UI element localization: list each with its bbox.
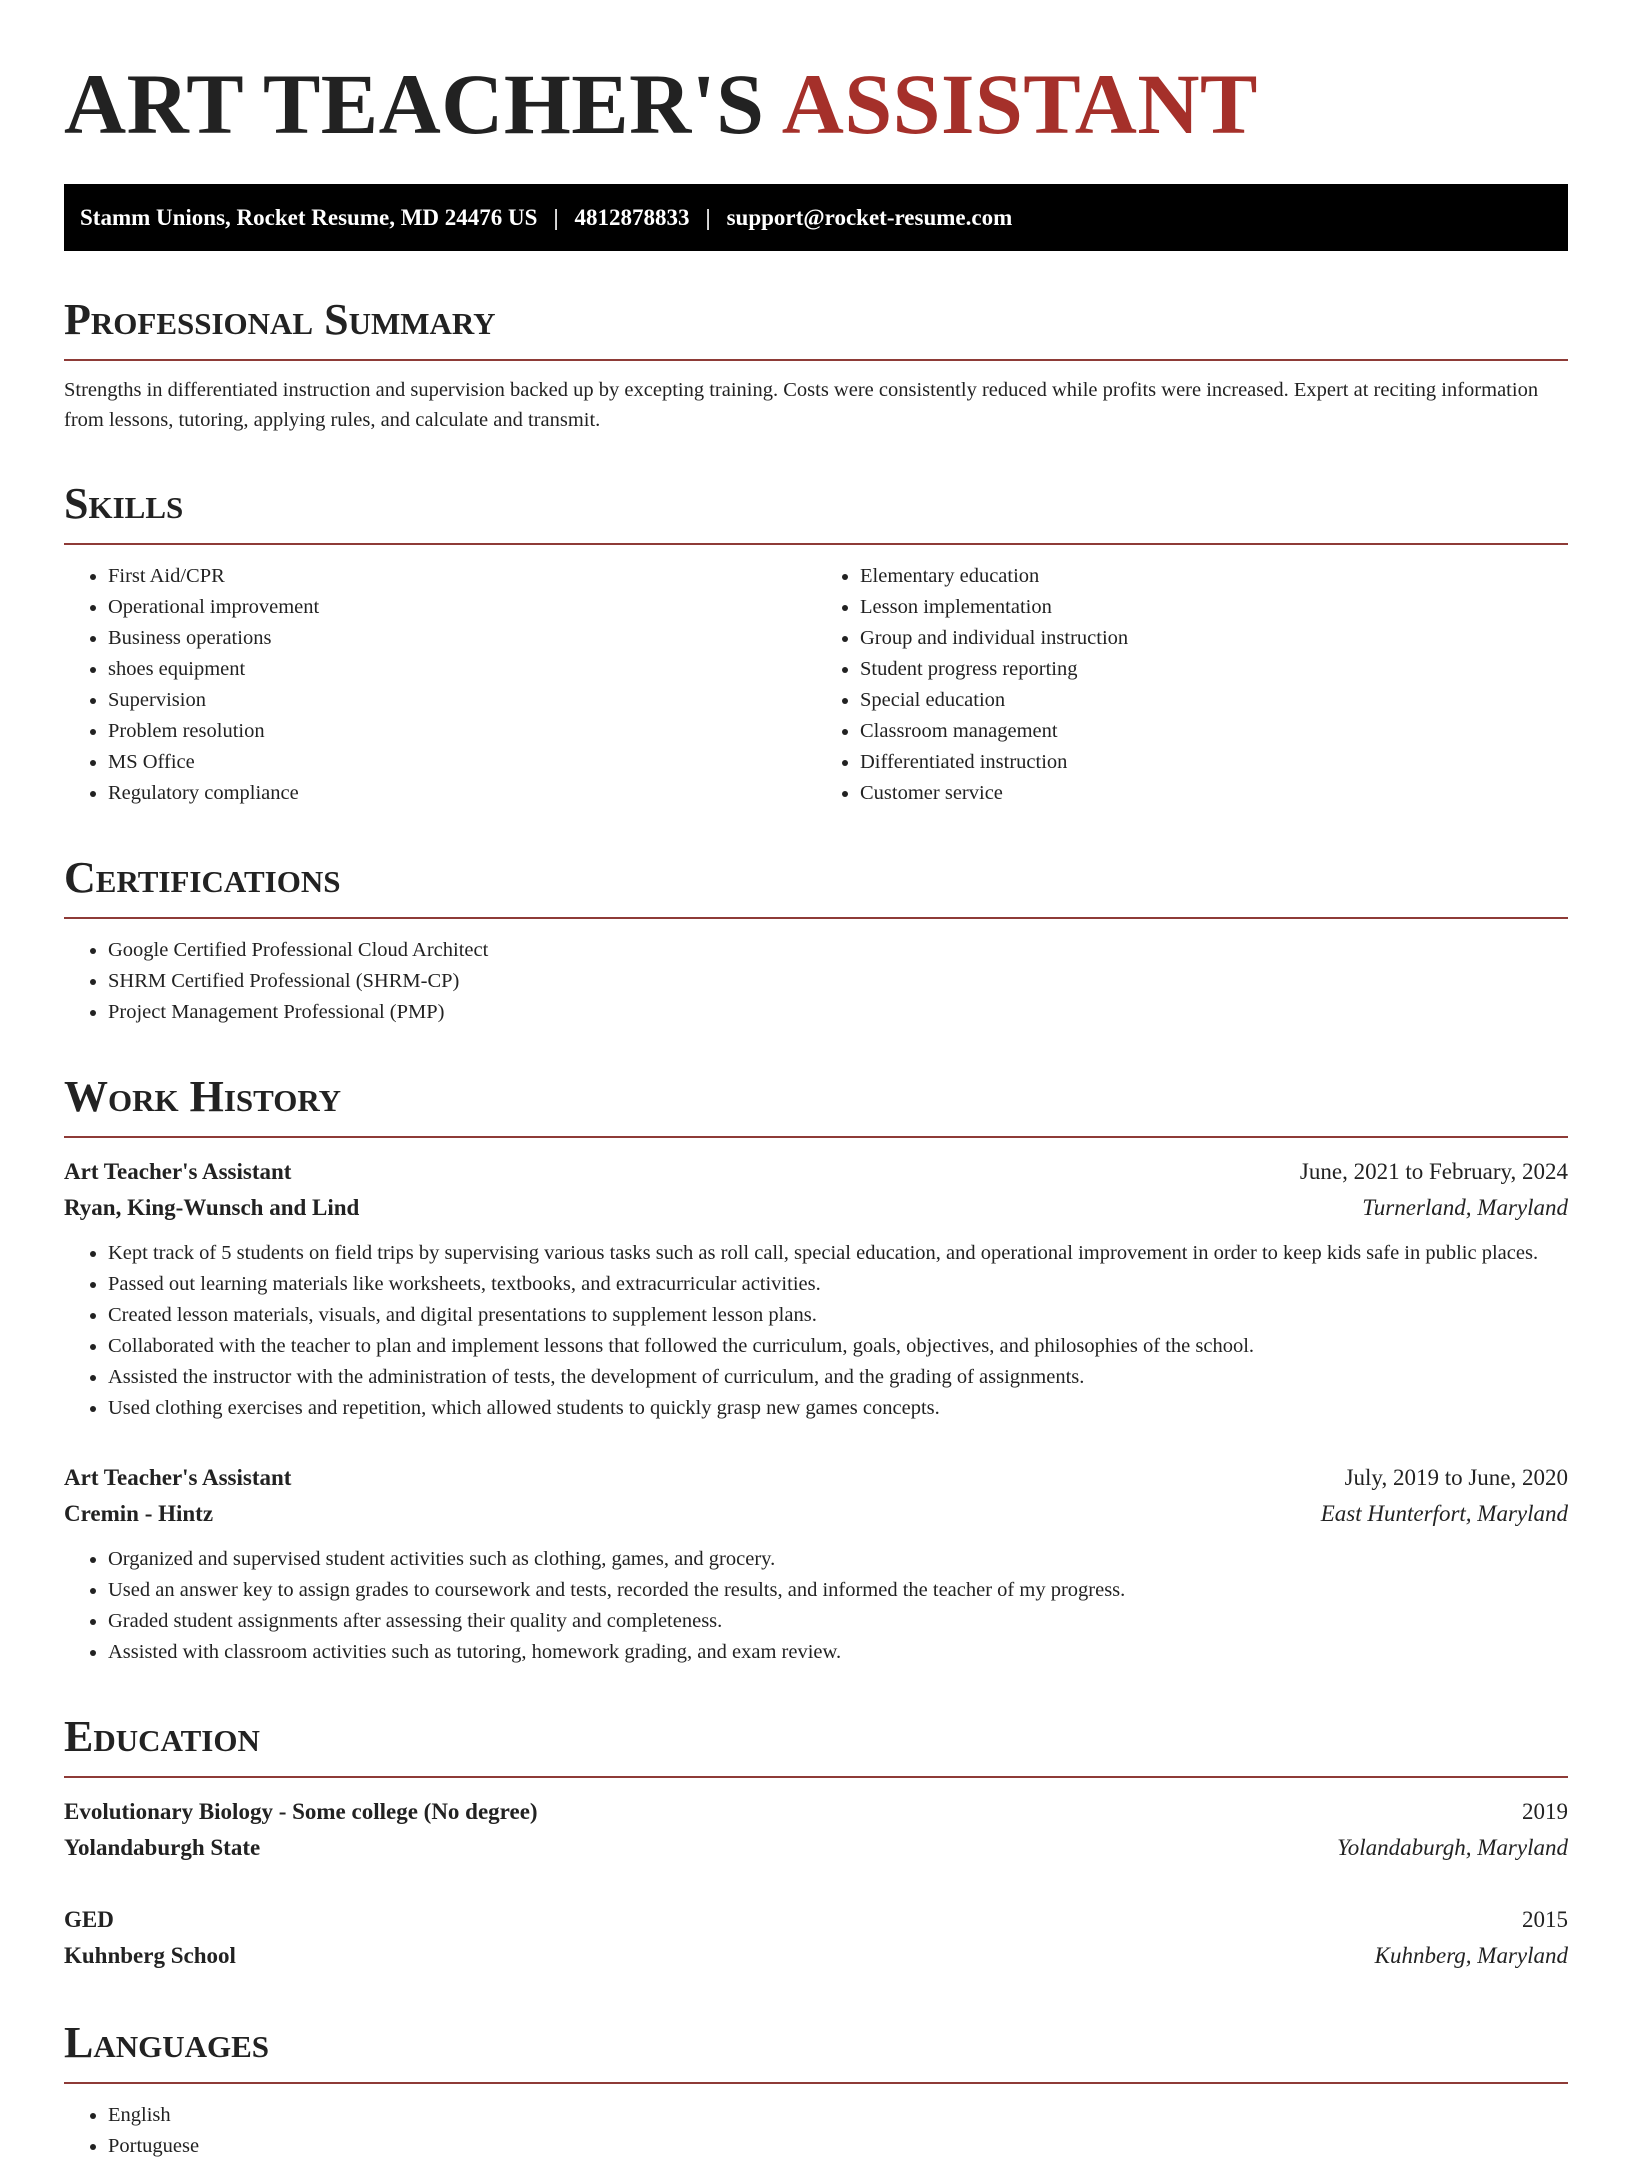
skill-item: • MS Office bbox=[108, 747, 816, 778]
skill-item: • First Aid/CPR bbox=[108, 561, 816, 592]
job-bullet: • Passed out learning materials like worksheets, textbooks, and extracurricular activities. bbox=[108, 1269, 1568, 1300]
contact-email: support@rocket-resume.com bbox=[726, 204, 1013, 230]
job-location: East Hunterfort, Maryland bbox=[1320, 1501, 1568, 1526]
languages-list bbox=[64, 2100, 1568, 2162]
certification-item: • Google Certified Professional Cloud Architect bbox=[108, 935, 1568, 966]
skill-item: • Supervision bbox=[108, 685, 816, 716]
education-degree: GED bbox=[64, 1907, 114, 1932]
education-entry bbox=[64, 1794, 1568, 1866]
education-section bbox=[64, 1712, 1568, 1974]
education-entry bbox=[64, 1902, 1568, 1974]
skill-item: • Special education bbox=[860, 685, 1568, 716]
education-degree: Evolutionary Biology - Some college (No degree) bbox=[64, 1799, 538, 1824]
job-bullet: • Used an answer key to assign grades to coursework and tests, recorded the results, and informed the teacher of my progress. bbox=[108, 1575, 1568, 1606]
summary-section bbox=[64, 295, 1568, 435]
job-header-row bbox=[64, 1460, 1568, 1496]
section-title-education: Education bbox=[64, 1712, 1568, 1778]
section-title-summary: Professional Summary bbox=[64, 295, 1568, 361]
education-year: 2015 bbox=[1522, 1907, 1568, 1932]
job-company-row bbox=[64, 1190, 1568, 1226]
skill-item: • Problem resolution bbox=[108, 716, 816, 747]
skill-item: • Lesson implementation bbox=[860, 592, 1568, 623]
skills-section bbox=[64, 479, 1568, 809]
contact-address: Stamm Unions, Rocket Resume, MD 24476 US bbox=[80, 204, 538, 230]
education-school-row bbox=[64, 1830, 1568, 1866]
skills-list-right bbox=[816, 561, 1568, 809]
skill-item: • Regulatory compliance bbox=[108, 778, 816, 809]
job-bullet: • Created lesson materials, visuals, and digital presentations to supplement lesson plans. bbox=[108, 1300, 1568, 1331]
education-location: Kuhnberg, Maryland bbox=[1374, 1943, 1568, 1968]
name-first-part: ART TEACHER'S bbox=[64, 56, 765, 152]
contact-separator: | bbox=[705, 204, 711, 230]
job-location: Turnerland, Maryland bbox=[1362, 1195, 1568, 1220]
language-item: • English bbox=[108, 2100, 1568, 2131]
job-bullet: • Assisted the instructor with the administration of tests, the development of curriculum, and the grading of assignments. bbox=[108, 1362, 1568, 1393]
certifications-section bbox=[64, 853, 1568, 1028]
skills-list-left bbox=[64, 561, 816, 809]
education-school-row bbox=[64, 1938, 1568, 1974]
job-bullet: • Graded student assignments after assessing their quality and completeness. bbox=[108, 1606, 1568, 1637]
section-title-skills: Skills bbox=[64, 479, 1568, 545]
education-year: 2019 bbox=[1522, 1799, 1568, 1824]
name-accent-part: ASSISTANT bbox=[781, 56, 1258, 152]
job-dates: June, 2021 to February, 2024 bbox=[1299, 1159, 1568, 1184]
skill-item: • Differentiated instruction bbox=[860, 747, 1568, 778]
education-school: Kuhnberg School bbox=[64, 1943, 236, 1968]
job-company: Cremin - Hintz bbox=[64, 1501, 214, 1526]
section-title-certifications: Certifications bbox=[64, 853, 1568, 919]
resume-name bbox=[64, 56, 1568, 152]
job-company: Ryan, King-Wunsch and Lind bbox=[64, 1195, 360, 1220]
education-header-row bbox=[64, 1794, 1568, 1830]
job-company-row bbox=[64, 1496, 1568, 1532]
summary-text: Strengths in differentiated instruction and supervision backed up by excepting training. Costs were consistently reduced while profits were increased. Expert at reciting information from lessons, tutoring, applying rules, and calculate and transmit. bbox=[64, 379, 1539, 431]
education-location: Yolandaburgh, Maryland bbox=[1337, 1835, 1568, 1860]
language-item: • Portuguese bbox=[108, 2131, 1568, 2162]
languages-section bbox=[64, 2018, 1568, 2162]
education-school: Yolandaburgh State bbox=[64, 1835, 261, 1860]
job-bullet: • Assisted with classroom activities such as tutoring, homework grading, and exam review. bbox=[108, 1637, 1568, 1668]
skill-item: • Business operations bbox=[108, 623, 816, 654]
section-title-languages: Languages bbox=[64, 2018, 1568, 2084]
job-bullet: • Collaborated with the teacher to plan and implement lessons that followed the curriculum, goals, objectives, and philosophies of the school. bbox=[108, 1331, 1568, 1362]
contact-phone: 4812878833 bbox=[574, 204, 690, 230]
job-header-row bbox=[64, 1154, 1568, 1190]
contact-bar bbox=[64, 184, 1568, 251]
job-bullet: • Used clothing exercises and repetition, which allowed students to quickly grasp new games concepts. bbox=[108, 1393, 1568, 1424]
skill-item: • Customer service bbox=[860, 778, 1568, 809]
job-position: Art Teacher's Assistant bbox=[64, 1465, 292, 1490]
skill-item: • Elementary education bbox=[860, 561, 1568, 592]
contact-separator: | bbox=[553, 204, 559, 230]
skills-columns bbox=[64, 561, 1568, 809]
job-bullet: • Kept track of 5 students on field trips by supervising various tasks such as roll call, special education, and operational improvement in order to keep kids safe in public places. bbox=[108, 1238, 1568, 1269]
skill-item: • shoes equipment bbox=[108, 654, 816, 685]
certification-item: • SHRM Certified Professional (SHRM-CP) bbox=[108, 966, 1568, 997]
work-history-section bbox=[64, 1072, 1568, 1668]
skill-item: • Group and individual instruction bbox=[860, 623, 1568, 654]
job-bullets bbox=[64, 1544, 1568, 1668]
job-bullets bbox=[64, 1238, 1568, 1424]
skill-item: • Student progress reporting bbox=[860, 654, 1568, 685]
job-entry bbox=[64, 1460, 1568, 1668]
section-title-work-history: Work History bbox=[64, 1072, 1568, 1138]
skill-item: • Operational improvement bbox=[108, 592, 816, 623]
job-bullet: • Organized and supervised student activities such as clothing, games, and grocery. bbox=[108, 1544, 1568, 1575]
education-header-row bbox=[64, 1902, 1568, 1938]
job-entry bbox=[64, 1154, 1568, 1424]
certifications-list bbox=[64, 935, 1568, 1028]
skill-item: • Classroom management bbox=[860, 716, 1568, 747]
job-dates: July, 2019 to June, 2020 bbox=[1344, 1465, 1568, 1490]
job-position: Art Teacher's Assistant bbox=[64, 1159, 292, 1184]
certification-item: • Project Management Professional (PMP) bbox=[108, 997, 1568, 1028]
